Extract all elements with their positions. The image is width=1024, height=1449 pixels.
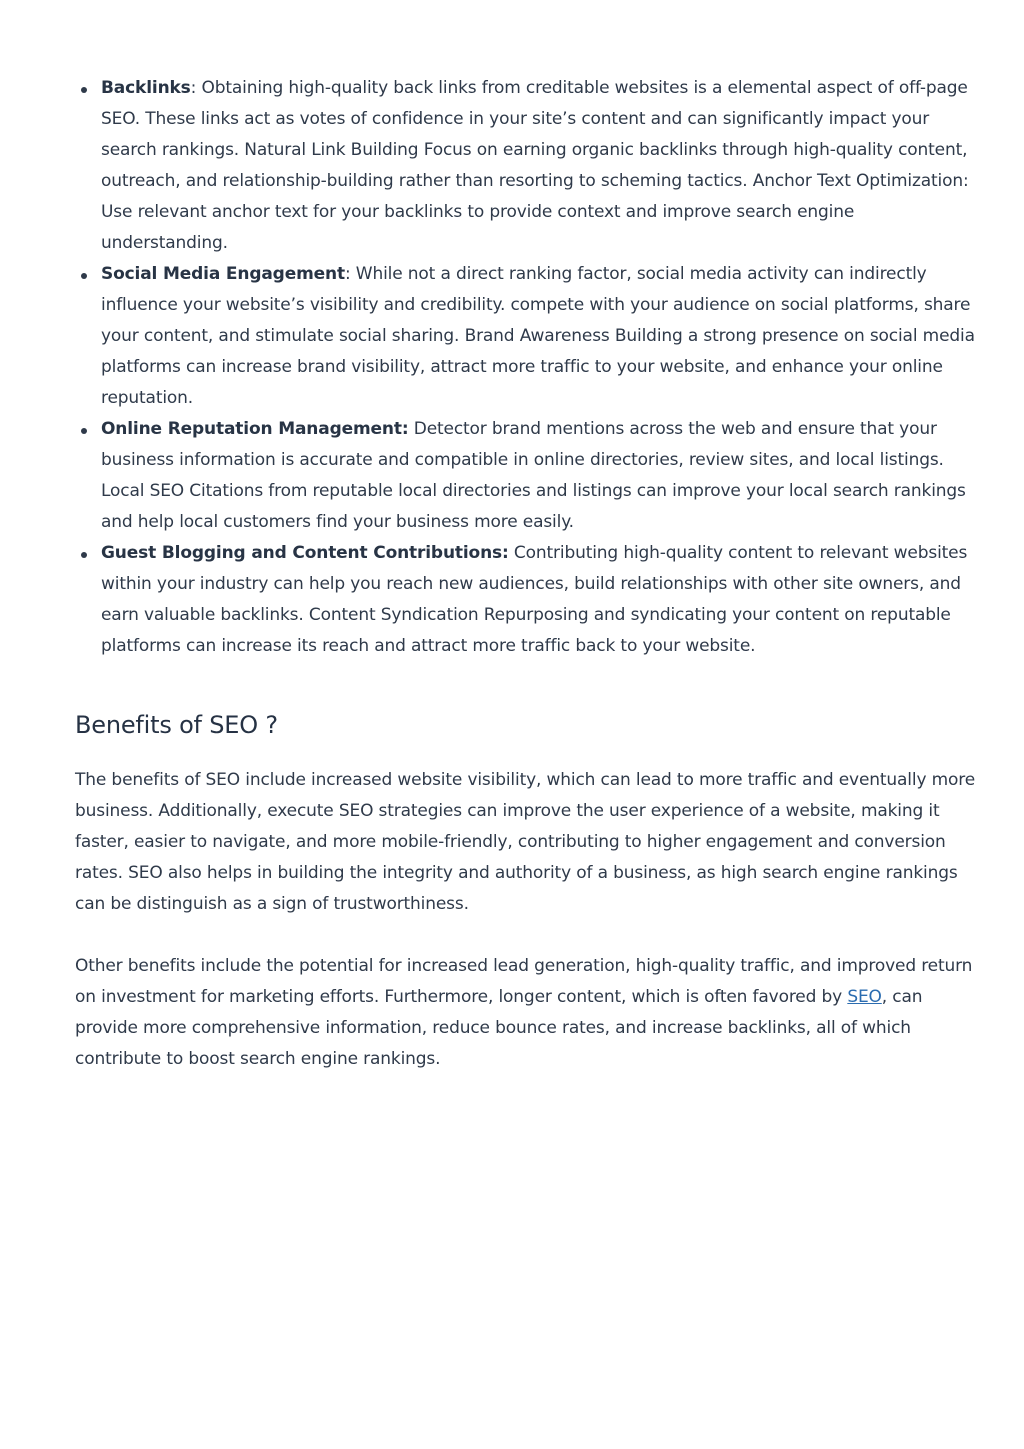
- bullet-dot: [81, 428, 87, 434]
- list-item-text: While not a direct ranking factor, social media activity can indirectly influence your website’s visibility and credibility. compete with your audience on social platforms, share your content, and stimulate social sharing. Brand Awareness Building a strong presence on social media platforms can increase brand visibility, attract more traffic to your website, and enhance your online reputation.: [101, 264, 975, 408]
- list-item-separator: :: [344, 264, 351, 284]
- seo-link[interactable]: SEO: [847, 987, 882, 1007]
- benefits-paragraph-1: The benefits of SEO include increased website visibility, which can lead to more traffic and eventually more business. Additionally, execute SEO strategies can improve the user experience of a website, making it faster, easier to navigate, and more mobile-friendly, contributing to higher engagement and conversion rates. SEO also helps in building the integrity and authority of a business, as high search engine rankings can be distinguish as a sign of trustworthiness.: [75, 770, 976, 914]
- list-item-text: Contributing high-quality content to relevant websites within your industry can help you reach new audiences, build relationships with other site owners, and earn valuable backlinks. Content Syndication Repurposing and syndicating your content on reputable platforms can increase its reach and attract more traffic back to your website.: [101, 543, 968, 656]
- list-item-reputation: [101, 414, 981, 538]
- list-item-term: Social Media Engagement: [101, 264, 345, 284]
- paragraph-text-after-link: , can provide more comprehensive information, reduce bounce rates, and increase backlinks, all of which contribute to boost search engine rankings.: [75, 987, 923, 1069]
- off-page-seo-list: [75, 73, 981, 662]
- document-page: [75, 73, 981, 1075]
- benefits-heading: Benefits of SEO ?: [75, 711, 278, 739]
- benefits-paragraph-2: [75, 951, 981, 1075]
- bullet-dot: [81, 87, 87, 93]
- list-item-term: Backlinks: [101, 78, 191, 98]
- list-item-text: Obtaining high-quality back links from creditable websites is a elemental aspect of off-page SEO. These links act as votes of confidence in your site’s content and can significantly impact your search rankings. Natural Link Building Focus on earning organic backlinks through high-quality content, outreach, and relationship-building rather than resorting to scheming tactics. Anchor Text Optimization: Use relevant anchor text for your backlinks to provide context and improve search engine understanding.: [101, 78, 969, 253]
- list-item-text: Detector brand mentions across the web and ensure that your business information is accurate and compatible in online directories, review sites, and local listings. Local SEO Citations from reputable local directories and listings can improve your local search rankings and help local customers find your business more easily.: [101, 419, 966, 532]
- list-item-term: Online Reputation Management:: [101, 419, 409, 439]
- list-item-term: Guest Blogging and Content Contributions:: [101, 543, 509, 563]
- list-item-guest-blogging: [101, 538, 981, 662]
- list-item-social-media: [101, 259, 981, 414]
- list-item-backlinks: [101, 73, 981, 259]
- paragraph-text-before-link: Other benefits include the potential for increased lead generation, high-quality traffic, and improved return on investment for marketing efforts. Furthermore, longer content, which is often favored by: [75, 956, 973, 1007]
- bullet-dot: [81, 552, 87, 558]
- list-item-separator: :: [190, 78, 197, 98]
- bullet-dot: [81, 273, 87, 279]
